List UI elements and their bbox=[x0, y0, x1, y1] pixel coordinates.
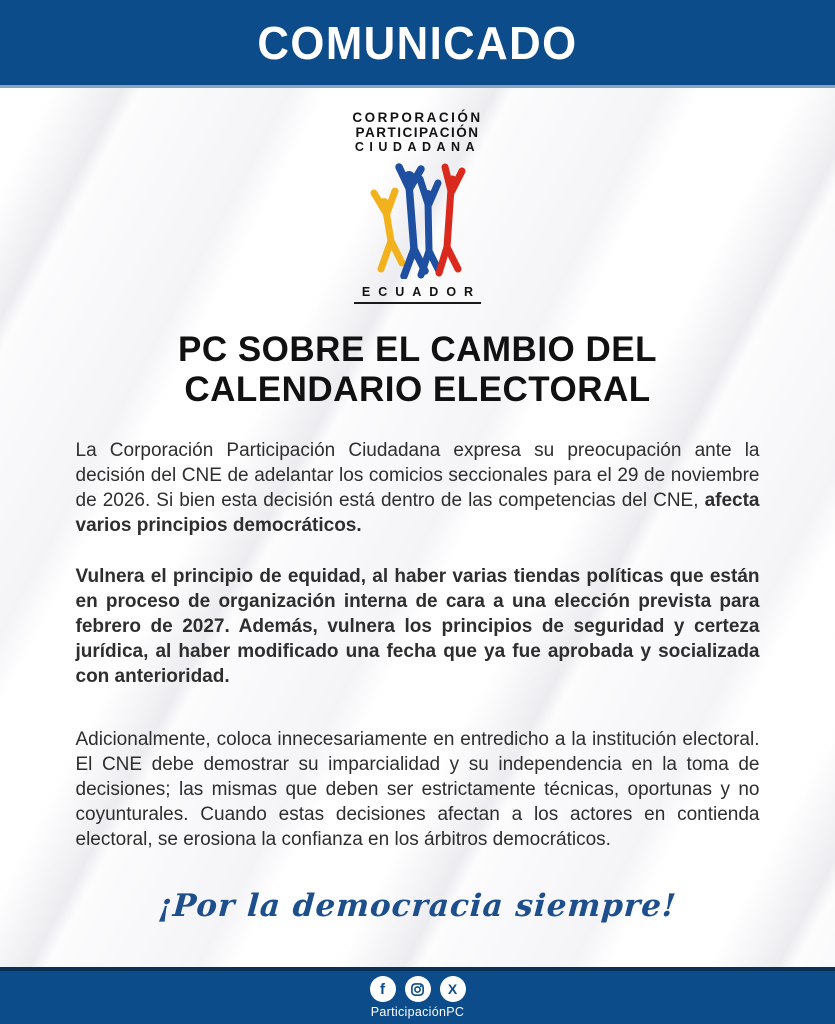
paragraph-2-bold-text: Vulnera el principio de equidad, al haber varias tiendas políticas que están en proceso de organización interna de cara a una elección prevista para febrero de 2027. Además, vulnera los principios de seguridad y certeza jurídica, al haber modificado una fecha que ya fue aprobada y socializada con anterioridad. bbox=[75, 566, 760, 687]
bottom-banner bbox=[0, 967, 835, 1024]
figure-blue-2 bbox=[420, 179, 439, 275]
logo-org-line2: PARTICIPACIÓN bbox=[355, 125, 480, 140]
figure-red bbox=[439, 167, 462, 273]
logo-org-line3: CIUDADANA bbox=[354, 140, 481, 154]
body-content bbox=[76, 438, 760, 852]
paragraph-3 bbox=[76, 727, 760, 852]
paragraph-2 bbox=[76, 564, 760, 689]
logo-org-line1: CORPORACIÓN bbox=[352, 110, 483, 125]
dancing-figures-logo-icon bbox=[362, 161, 474, 279]
social-icons-row bbox=[370, 976, 466, 1002]
paragraph-1-text: La Corporación Participación Ciudadana expresa su preocupación ante la decisión del CNE de adelantar los comicios seccionales para el 29 de noviembre de 2026. Si bien esta decisión está dentro de las competencias del CNE, bbox=[75, 440, 760, 511]
instagram-icon[interactable] bbox=[405, 976, 431, 1002]
page-title-line2: CALENDARIO ELECTORAL bbox=[184, 370, 651, 409]
slogan-signature: ¡Por la democracia siempre! bbox=[157, 888, 678, 924]
logo-country-label: ECUADOR bbox=[354, 285, 481, 304]
top-banner bbox=[0, 0, 835, 88]
page-title-line1: PC SOBRE EL CAMBIO DEL bbox=[177, 330, 657, 369]
x-icon[interactable]: X bbox=[440, 976, 466, 1002]
page-title bbox=[0, 330, 835, 410]
paragraph-1 bbox=[76, 438, 760, 538]
social-handle: ParticipaciónPC bbox=[370, 1005, 465, 1019]
paragraph-3-text: Adicionalmente, coloca innecesariamente en entredicho a la institución electoral. El CNE debe demostrar su imparcialidad y su independencia en la toma de decisiones; las mismas que deben ser estrictamente técnicas, oportunas y no coyunturales. Cuando estas decisiones afectan a los actores en contienda electoral, se erosiona la confianza en los árbitros democráticos. bbox=[75, 729, 760, 850]
facebook-icon[interactable]: f bbox=[370, 976, 396, 1002]
paragraph-1-bold-text: afecta varios principios democráticos. bbox=[75, 490, 760, 536]
organization-logo bbox=[0, 88, 835, 304]
figure-yellow bbox=[374, 191, 402, 269]
banner-title: COMUNICADO bbox=[257, 16, 578, 69]
